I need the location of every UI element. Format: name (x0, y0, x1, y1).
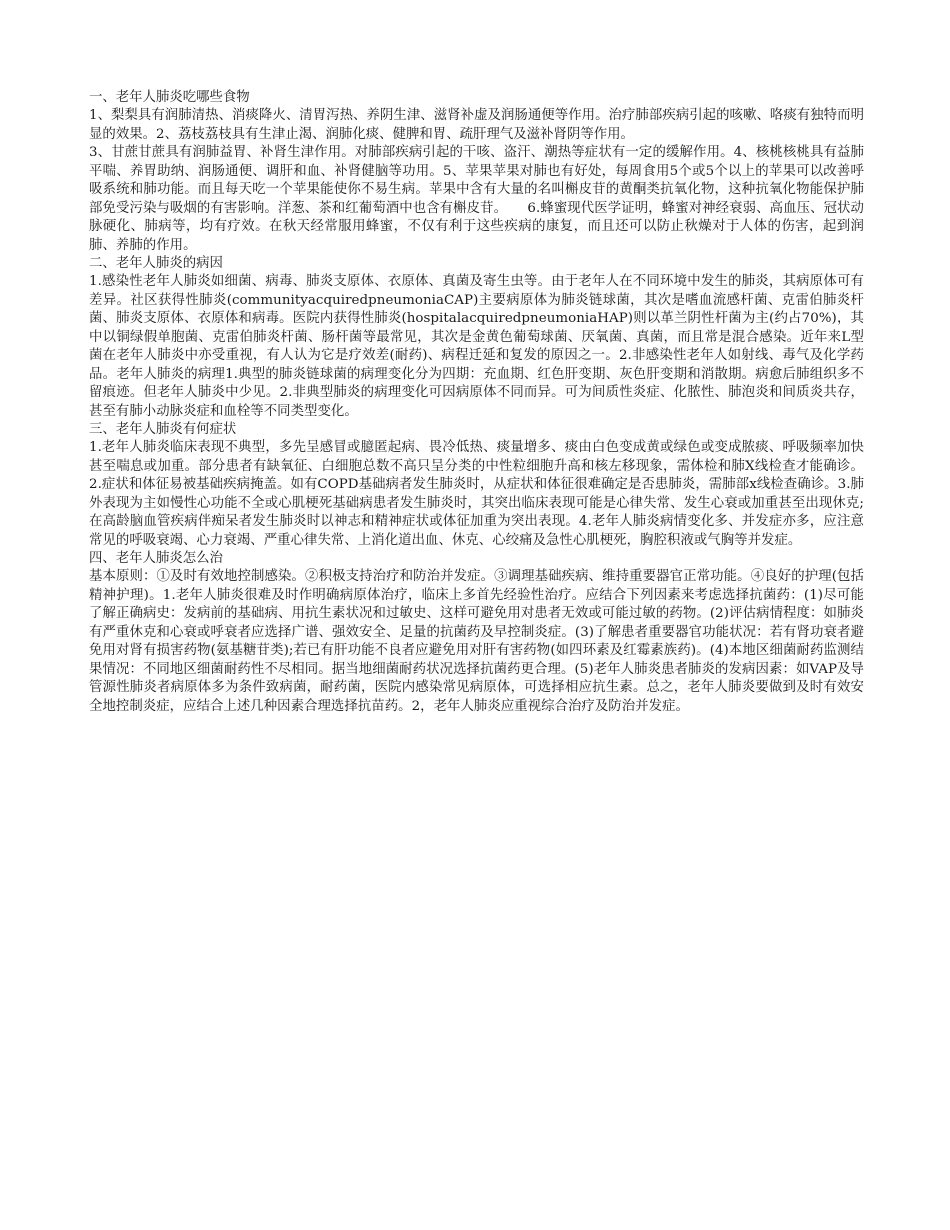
section-heading-treatment: 四、老年人肺炎怎么治 (89, 551, 223, 566)
paragraph-treatment-1: 基本原则：①及时有效地控制感染。②积极支持治疗和防治并发症。③调理基础疾病、维持重要器官正常功能。④良好的护理(包括精神护理)。1.老年人肺炎很难及时作明确病原体治疗，临床上多首先经验性治疗。应结合下列因素来考虑选择抗菌药：(1)尽可能了解正确病史：发病前的基础病、用抗生素状况和过敏史、这样可避免用对患者无效或可能过敏的药物。(2)评估病情程度：如肺炎有严重休克和心衰或呼衰者应选择广谱、强效安全、足量的抗菌药及早控制炎症。(3)了解患者重要器官功能状况：若有肾功衰者避免用对肾有损害药物(氨基糖苷类);若已有肝功能不良者应避免用对肝有害药物(如四环素及红霉素族药)。(4)本地区细菌耐药监测结果情况：不同地区细菌耐药性不尽相同。据当地细菌耐药状况选择抗菌药更合理。(5)老年人肺炎患者肺炎的发病因素：如VAP及导管源性肺炎者病原体多为条件致病菌，耐药菌，医院内感染常见病原体，可选择相应抗生素。总之，老年人肺炎要做到及时有效安全地控制炎症，应结合上述几种因素合理选择抗苗药。2，老年人肺炎应重视综合治疗及防治并发症。 (89, 569, 864, 714)
section-food (89, 89, 864, 255)
section-treatment (89, 550, 864, 716)
section-heading-symptom: 三、老年人肺炎有何症状 (89, 422, 237, 437)
section-symptom (89, 421, 864, 550)
document-page (89, 89, 864, 716)
section-heading-cause: 二、老年人肺炎的病因 (89, 256, 223, 271)
paragraph-food-1: 1、梨梨具有润肺清热、消痰降火、清胃泻热、养阴生津、滋肾补虚及润肠通便等作用。治疗肺部疾病引起的咳嗽、咯痰有独特而明显的效果。2、荔枝荔枝具有生津止渴、润肺化痰、健脾和胃、疏肝理气及滋补肾阴等作用。 (89, 108, 864, 142)
paragraph-food-2: 3、甘蔗甘蔗具有润肺益胃、补肾生津作用。对肺部疾病引起的干咳、盗汗、潮热等症状有一定的缓解作用。4、核桃核桃具有益肺平喘、养胃助纳、润肠通便、调肝和血、补肾健脑等功用。5、苹果苹果对肺也有好处，每周食用5个或5个以上的苹果可以改善呼吸系统和肺功能。而且每天吃一个苹果能使你不易生病。苹果中含有大量的名叫槲皮苷的黄酮类抗氧化物，这种抗氧化物能保护肺部免受污染与吸烟的有害影响。洋葱、茶和红葡萄酒中也含有槲皮苷。 6.蜂蜜现代医学证明，蜂蜜对神经衰弱、高血压、冠状动脉硬化、肺病等，均有疗效。在秋天经常服用蜂蜜，不仅有利于这些疾病的康复，而且还可以防止秋燥对于人体的伤害，起到润肺、养肺的作用。 (89, 145, 864, 253)
paragraph-symptom-1: 1.老年人肺炎临床表现不典型，多先呈感冒或臆匿起病、畏冷低热、痰量增多、痰由白色变成黄或绿色或变成脓痰、呼吸频率加快甚至喘息或加重。部分患者有缺氧征、白细胞总数不高只呈分类的中性粒细胞升高和核左移现象，需体检和肺X线检查才能确诊。2.症状和体征易被基础疾病掩盖。如有COPD基础病者发生肺炎时，从症状和体征很难确定是否患肺炎，需肺部x线检查确诊。3.肺外表现为主如慢性心功能不全或心肌梗死基础病患者发生肺炎时，其突出临床表现可能是心律失常、发生心衰或加重甚至出现休克;在高龄脑血管疾病伴痴呆者发生肺炎时以神志和精神症状或体征加重为突出表现。4.老年人肺炎病情变化多、并发症亦多，应注意常见的呼吸衰竭、心力衰竭、严重心律失常、上消化道出血、休克、心绞痛及急性心肌梗死，胸腔积液或气胸等并发症。 (89, 440, 864, 548)
section-cause (89, 255, 864, 421)
section-heading-food: 一、老年人肺炎吃哪些食物 (89, 90, 250, 105)
paragraph-cause-1: 1.感染性老年人肺炎如细菌、病毒、肺炎支原体、衣原体、真菌及寄生虫等。由于老年人在不同环境中发生的肺炎，其病原体可有差异。社区获得性肺炎(communityacquiredpneumoniaCAP)主要病原体为肺炎链球菌，其次是嗜血流感杆菌、克雷伯肺炎杆菌、肺炎支原体、衣原体和病毒。医院内获得性肺炎(hospitalacquiredpneumoniaHAP)则以革兰阴性杆菌为主(约占70%)，其中以铜绿假单胞菌、克雷伯肺炎杆菌、肠杆菌等最常见，其次是金黄色葡萄球菌、厌氧菌、真菌，而且常是混合感染。近年来L型菌在老年人肺炎中亦受重视，有人认为它是疗效差(耐药)、病程迁延和复发的原因之一。2.非感染性老年人如射线、毒气及化学药品。老年人肺炎的病理1.典型的肺炎链球菌的病理变化分为四期：充血期、红色肝变期、灰色肝变期和消散期。病愈后肺组织多不留痕迹。但老年人肺炎中少见。2.非典型肺炎的病理变化可因病原体不同而异。可为间质性炎症、化脓性、肺泡炎和间质炎共存，甚至有肺小动脉炎症和血栓等不同类型变化。 (89, 274, 864, 419)
